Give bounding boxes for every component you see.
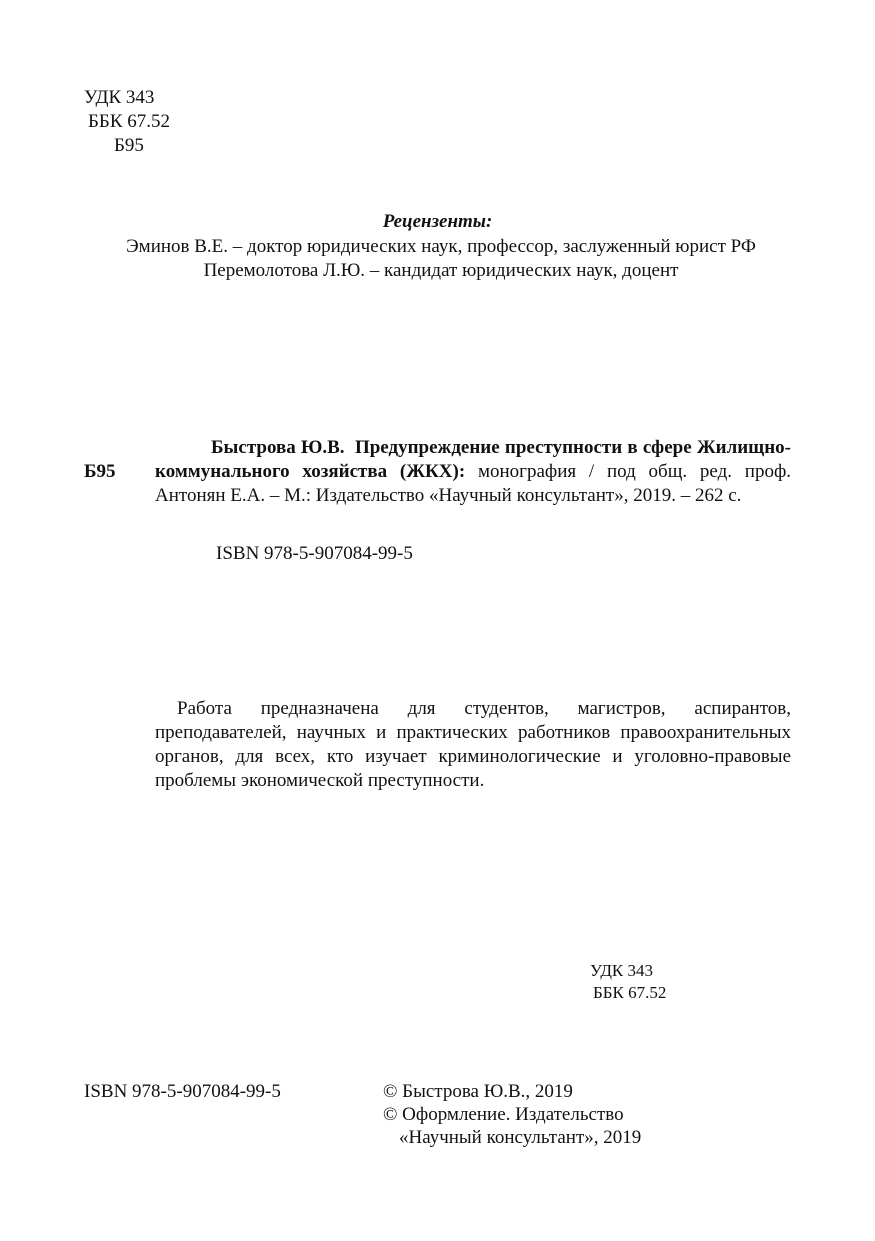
reviewer-line: Эминов В.Е. – доктор юридических наук, профессор, заслуженный юрист РФ: [126, 236, 756, 257]
copyright-line: © Оформление. Издательство: [383, 1104, 624, 1125]
book-imprint: монография / под общ. ред. проф. Антонян Е.А. – М.: Издательство «Научный консультант», 2019. – 262 с.: [155, 461, 792, 506]
card-isbn: ISBN 978-5-907084-99-5: [216, 543, 413, 564]
annotation: Работа предназначена для студентов, магистров, аспирантов, преподавателей, научных и практических работников правоохранительных органов, для всех, кто изучает криминологические и уголовно-правовые проблемы экономической преступности.: [155, 698, 791, 791]
bibliographic-description: [155, 436, 791, 508]
copyright-line: © Быстрова Ю.В., 2019: [383, 1081, 573, 1102]
bbk-code-top: ББК 67.52: [88, 111, 170, 132]
reviewers-heading: Рецензенты:: [382, 211, 493, 232]
reviewer-line: Перемолотова Л.Ю. – кандидат юридических наук, доцент: [203, 260, 679, 281]
copyright-line: «Научный консультант», 2019: [399, 1127, 642, 1148]
book-author: Быстрова Ю.В.: [211, 437, 345, 458]
udk-code-bottom: УДК 343: [590, 961, 654, 980]
bbk-code-bottom: ББК 67.52: [593, 983, 667, 1002]
udk-code-top: УДК 343: [84, 87, 155, 108]
author-sign-top: Б95: [114, 135, 144, 156]
isbn-bottom: ISBN 978-5-907084-99-5: [84, 1081, 281, 1102]
book-title: Предупреждение преступности в сфере Жилищно-коммунального хозяйства (ЖКХ):: [155, 437, 792, 482]
card-author-sign: Б95: [84, 461, 116, 482]
